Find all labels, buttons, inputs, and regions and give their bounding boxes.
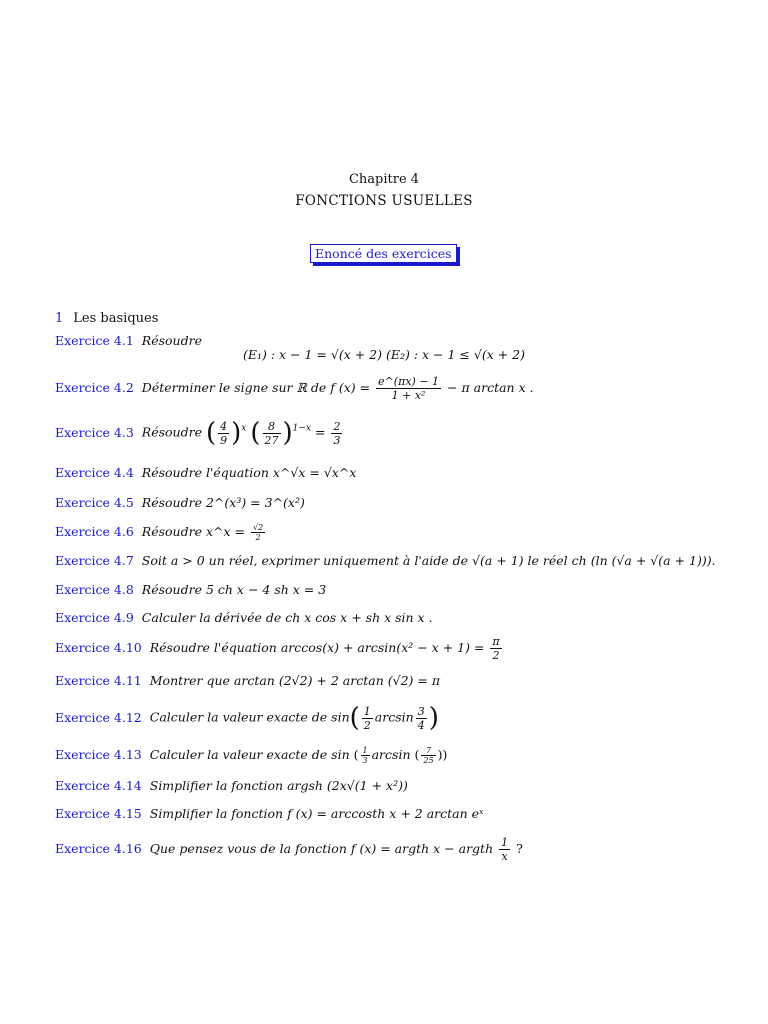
exercise-4-16 xyxy=(55,836,523,863)
exercise-text: Que pensez vous de la fonction xyxy=(149,841,347,856)
right-paren: )) xyxy=(437,747,448,762)
math: x^x = xyxy=(205,524,245,539)
fraction-denominator: 25 xyxy=(423,756,434,765)
fraction xyxy=(218,420,229,447)
math: sin xyxy=(331,709,350,725)
exercise-4-8 xyxy=(55,582,326,597)
exercise-label[interactable]: Exercice 4.14 xyxy=(55,778,142,793)
fraction-denominator: 2 xyxy=(363,718,371,732)
exercise-label[interactable]: Exercice 4.1 xyxy=(55,333,134,348)
exercise-text: Simplifier la fonction xyxy=(149,778,284,793)
exercise-text: Résoudre xyxy=(141,424,202,440)
fraction-numerator: 1 xyxy=(363,704,371,718)
exercise-text-2: le réel xyxy=(527,553,568,568)
exercise-4-3 xyxy=(55,418,344,448)
exercise-label[interactable]: Exercice 4.16 xyxy=(55,841,142,856)
math-mid: arcsin xyxy=(374,709,414,725)
math-lhs: f (x) = xyxy=(330,380,371,395)
exercise-label[interactable]: Exercice 4.6 xyxy=(55,524,134,539)
left-paren: ( xyxy=(205,418,217,448)
left-paren: ( xyxy=(414,747,420,762)
fraction xyxy=(362,705,373,732)
fraction xyxy=(490,635,501,662)
exercise-4-10 xyxy=(55,635,504,662)
exercise-text: Résoudre l'équation xyxy=(149,640,277,655)
fraction-denominator: 2 xyxy=(255,533,261,542)
exercise-4-4 xyxy=(55,465,356,480)
fraction xyxy=(376,375,441,402)
exercise-label[interactable]: Exercice 4.5 xyxy=(55,495,134,510)
fraction-denominator: 3 xyxy=(362,756,368,765)
math: f (x) = arccosth x + 2 arctan eˣ xyxy=(287,806,484,821)
exercise-label[interactable]: Exercice 4.15 xyxy=(55,806,142,821)
fraction-numerator: 1 xyxy=(362,746,368,755)
math: x^√x = √x^x xyxy=(272,465,357,480)
exercise-label[interactable]: Exercice 4.11 xyxy=(55,673,142,688)
exercise-label[interactable]: Exercice 4.13 xyxy=(55,747,142,762)
exercise-label[interactable]: Exercice 4.8 xyxy=(55,582,134,597)
fraction-numerator: √2 xyxy=(252,523,264,532)
exercise-label[interactable]: Exercice 4.12 xyxy=(55,709,142,725)
exercise-4-6 xyxy=(55,523,267,542)
exercise-text: Résoudre xyxy=(141,333,202,348)
enonce-link-wrapper[interactable] xyxy=(310,243,457,263)
question-mark: ? xyxy=(516,841,523,856)
fraction xyxy=(421,746,435,765)
math: arctan (2√2) + 2 arctan (√2) = π xyxy=(233,673,441,688)
fraction-denominator: 2 xyxy=(492,649,500,662)
exercise-4-15 xyxy=(55,806,483,821)
fraction xyxy=(331,420,342,447)
math: 5 ch x − 4 sh x = 3 xyxy=(205,582,327,597)
exponent: x xyxy=(241,423,247,434)
fraction-denominator: 9 xyxy=(220,433,228,447)
exercise-4-1-equation: (E₁) : x − 1 = √(x + 2) (E₂) : x − 1 ≤ √(x + 2) xyxy=(242,347,526,362)
fraction xyxy=(361,746,370,765)
fraction-numerator: 7 xyxy=(421,746,435,756)
chapter-title: FONCTIONS USUELLES xyxy=(295,193,473,209)
section-number[interactable]: 1 xyxy=(55,311,64,326)
math-rhs: − π arctan x . xyxy=(447,380,534,395)
exercise-4-12 xyxy=(55,703,439,733)
exercise-label[interactable]: Exercice 4.2 xyxy=(55,380,134,395)
exercise-4-7 xyxy=(55,553,716,568)
math: √(a + 1) xyxy=(472,553,524,568)
exercise-text: Montrer que xyxy=(149,673,230,688)
fraction xyxy=(499,836,510,863)
exercise-text: Soit a > 0 un réel, exprimer uniquement à l'aide de xyxy=(141,553,469,568)
exercise-text: Résoudre xyxy=(141,524,202,539)
fraction-numerator: π xyxy=(492,635,500,648)
exercise-4-11 xyxy=(55,673,440,688)
left-paren: ( xyxy=(353,747,359,762)
exercise-text: Calculer la valeur exacte de xyxy=(149,747,328,762)
fraction-numerator: 4 xyxy=(220,419,228,433)
fraction-numerator: 3 xyxy=(417,704,425,718)
exercise-text: Calculer la valeur exacte de xyxy=(149,709,328,725)
exercise-text: Simplifier la fonction xyxy=(149,806,284,821)
fraction-denominator: 3 xyxy=(333,433,341,447)
exercise-4-2 xyxy=(55,375,534,402)
fraction-denominator: x xyxy=(501,850,508,863)
exercise-text: Résoudre l'équation xyxy=(141,465,269,480)
enonce-link[interactable]: Enoncé des exercices xyxy=(310,244,457,263)
exercise-text: Résoudre xyxy=(141,582,202,597)
exercise-4-5 xyxy=(55,495,305,510)
equals-sign: = xyxy=(314,424,326,440)
exercise-label[interactable]: Exercice 4.4 xyxy=(55,465,134,480)
right-paren: ) xyxy=(231,418,242,448)
fraction-denominator: 4 xyxy=(417,718,425,732)
fraction-denominator: 27 xyxy=(264,433,279,447)
exponent: 1−x xyxy=(292,423,311,434)
right-paren: ) xyxy=(428,703,439,733)
exercise-text: Calculer la dérivée de xyxy=(141,610,282,625)
section-title: Les basiques xyxy=(73,311,159,326)
fraction xyxy=(416,705,427,732)
exercise-label[interactable]: Exercice 4.9 xyxy=(55,610,134,625)
exercise-label[interactable]: Exercice 4.3 xyxy=(55,424,134,440)
math: ch x cos x + sh x sin x . xyxy=(285,610,433,625)
math-2: ch (ln (√a + √(a + 1))). xyxy=(571,553,716,568)
fraction-numerator: 2 xyxy=(333,419,341,433)
section-heading xyxy=(55,311,158,326)
fraction-numerator: e^(πx) − 1 xyxy=(378,375,440,388)
exercise-text: Déterminer le signe sur ℝ de xyxy=(141,380,327,395)
math: sin xyxy=(331,747,350,762)
fraction xyxy=(251,523,265,542)
exercise-4-13 xyxy=(55,746,447,765)
math: argsh (2x√(1 + x²)) xyxy=(287,778,408,793)
exercise-4-9 xyxy=(55,610,433,625)
chapter-number: Chapitre 4 xyxy=(348,172,420,187)
math: f (x) = argth x − argth xyxy=(350,841,494,856)
fraction-denominator: 1 + x² xyxy=(391,389,426,402)
exercise-4-1 xyxy=(55,333,202,348)
right-paren: ) xyxy=(282,418,293,448)
math: arccos(x) + arcsin(x² − x + 1) = xyxy=(280,640,485,655)
exercise-4-14 xyxy=(55,778,408,793)
exercise-label[interactable]: Exercice 4.10 xyxy=(55,640,142,655)
exercise-text: Résoudre xyxy=(141,495,202,510)
fraction-numerator: 8 xyxy=(263,420,281,434)
math-mid: arcsin xyxy=(371,747,411,762)
fraction xyxy=(263,420,281,447)
fraction-numerator: 1 xyxy=(501,836,509,849)
math: 2^(x³) = 3^(x²) xyxy=(205,495,305,510)
exercise-label[interactable]: Exercice 4.7 xyxy=(55,553,134,568)
left-paren: ( xyxy=(349,703,360,733)
left-paren: ( xyxy=(250,418,261,448)
